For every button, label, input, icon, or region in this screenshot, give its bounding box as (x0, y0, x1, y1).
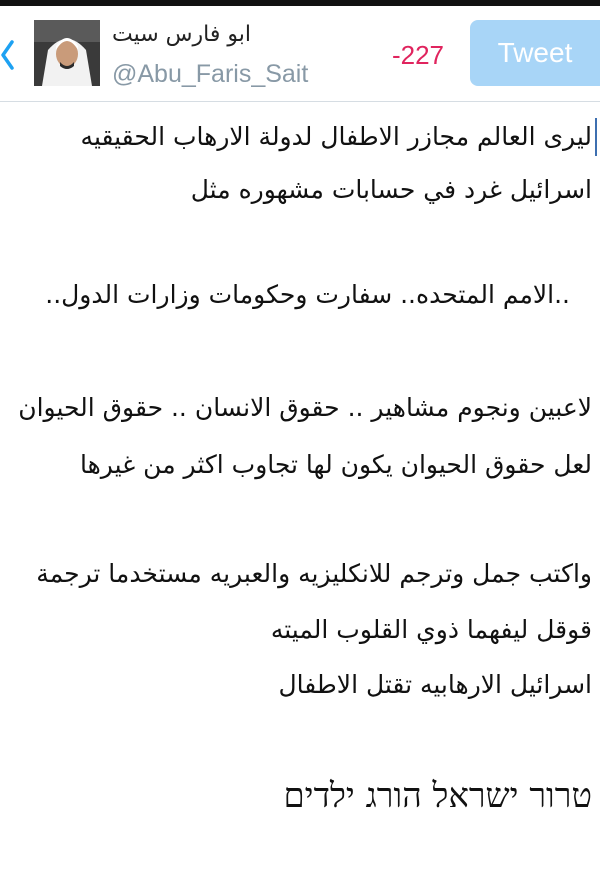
top-border (0, 0, 600, 6)
avatar-photo-icon (34, 20, 100, 86)
character-counter: -227 (391, 40, 445, 70)
text-cursor (595, 118, 597, 156)
chevron-left-icon[interactable] (0, 38, 14, 72)
tweet-text-line-7[interactable]: قوقل ليفهما ذوي القلوب الميته (270, 615, 592, 644)
tweet-text-line-hebrew[interactable]: טרור ישראל הורג ילדים (283, 776, 592, 816)
tweet-text-line-5[interactable]: لعل حقوق الحيوان يكون لها تجاوب اكثر من غيرها (80, 450, 592, 479)
tweet-text-line-6[interactable]: واكتب جمل وترجم للانكليزيه والعبريه مستخدما ترجمة (36, 559, 592, 588)
tweet-text-line-1[interactable]: ليرى العالم مجازر الاطفال لدولة الارهاب الحقيقيه (80, 122, 592, 151)
user-display-name: ابو فارس سيت (112, 22, 251, 47)
tweet-text-line-3[interactable]: ..الامم المتحده.. سفارت وحكومات وزارات الدول.. (45, 280, 570, 309)
header-divider (0, 101, 600, 102)
tweet-text-line-8[interactable]: اسرائيل الارهابيه تقتل الاطفال (278, 670, 592, 699)
tweet-text-line-2[interactable]: اسرائيل غرد في حسابات مشهوره مثل (190, 175, 592, 204)
avatar[interactable] (34, 20, 100, 86)
user-handle: @Abu_Faris_Sait (112, 60, 309, 88)
tweet-button[interactable]: Tweet (470, 20, 600, 86)
tweet-text-line-4[interactable]: لاعبين ونجوم مشاهير .. حقوق الانسان .. حقوق الحيوان (18, 393, 592, 422)
